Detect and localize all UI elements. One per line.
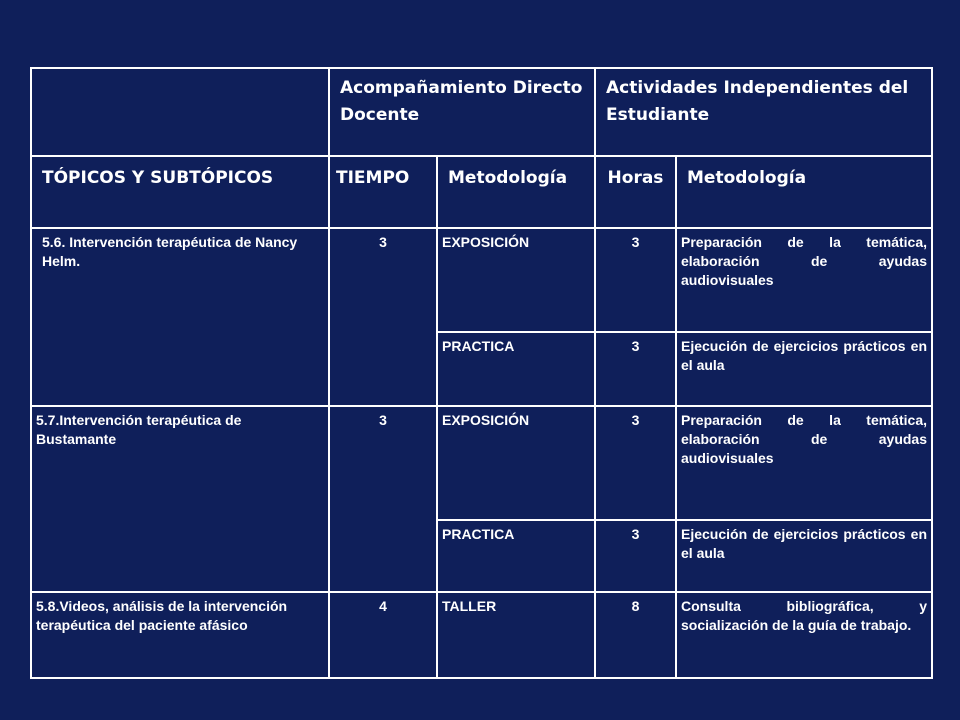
- horas-cell: 3: [595, 520, 676, 592]
- actividad-cell: Preparación de la temática, elaboración de ayudas audiovisuales: [676, 228, 932, 332]
- metodologia-cell: EXPOSICIÓN: [437, 406, 595, 520]
- topic-cell: 5.8.Videos, análisis de la intervención terapéutica del paciente afásico: [31, 592, 329, 678]
- column-header-metodologia-docente: Metodología: [437, 156, 595, 228]
- header-acompanamiento: Acompañamiento Directo Docente: [329, 68, 595, 156]
- horas-cell: 3: [595, 406, 676, 520]
- metodologia-cell: PRACTICA: [437, 520, 595, 592]
- metodologia-cell: PRACTICA: [437, 332, 595, 406]
- syllabus-table: [30, 67, 933, 679]
- metodologia-cell: EXPOSICIÓN: [437, 228, 595, 332]
- tiempo-cell: 4: [329, 592, 437, 678]
- column-header-topicos: TÓPICOS Y SUBTÓPICOS: [31, 156, 329, 228]
- header-group-row: [31, 68, 932, 156]
- horas-cell: 3: [595, 332, 676, 406]
- actividad-cell: Consulta bibliográfica, y socialización de la guía de trabajo.: [676, 592, 932, 678]
- table-row: [31, 406, 932, 520]
- actividad-cell: Ejecución de ejercicios prácticos en el aula: [676, 332, 932, 406]
- empty-corner-cell: [31, 68, 329, 156]
- tiempo-cell: 3: [329, 228, 437, 406]
- column-header-tiempo: TIEMPO: [329, 156, 437, 228]
- table-row: [31, 592, 932, 678]
- table-row: [31, 228, 932, 332]
- topic-cell: 5.7.Intervención terapéutica de Bustamante: [31, 406, 329, 592]
- column-header-row: [31, 156, 932, 228]
- tiempo-cell: 3: [329, 406, 437, 592]
- topic-cell: 5.6. Intervención terapéutica de Nancy Helm.: [31, 228, 329, 406]
- horas-cell: 8: [595, 592, 676, 678]
- column-header-horas: Horas: [595, 156, 676, 228]
- actividad-cell: Ejecución de ejercicios prácticos en el aula: [676, 520, 932, 592]
- metodologia-cell: TALLER: [437, 592, 595, 678]
- header-actividades: Actividades Independientes del Estudiante: [595, 68, 932, 156]
- horas-cell: 3: [595, 228, 676, 332]
- actividad-cell: Preparación de la temática, elaboración de ayudas audiovisuales: [676, 406, 932, 520]
- column-header-metodologia-estudiante: Metodología: [676, 156, 932, 228]
